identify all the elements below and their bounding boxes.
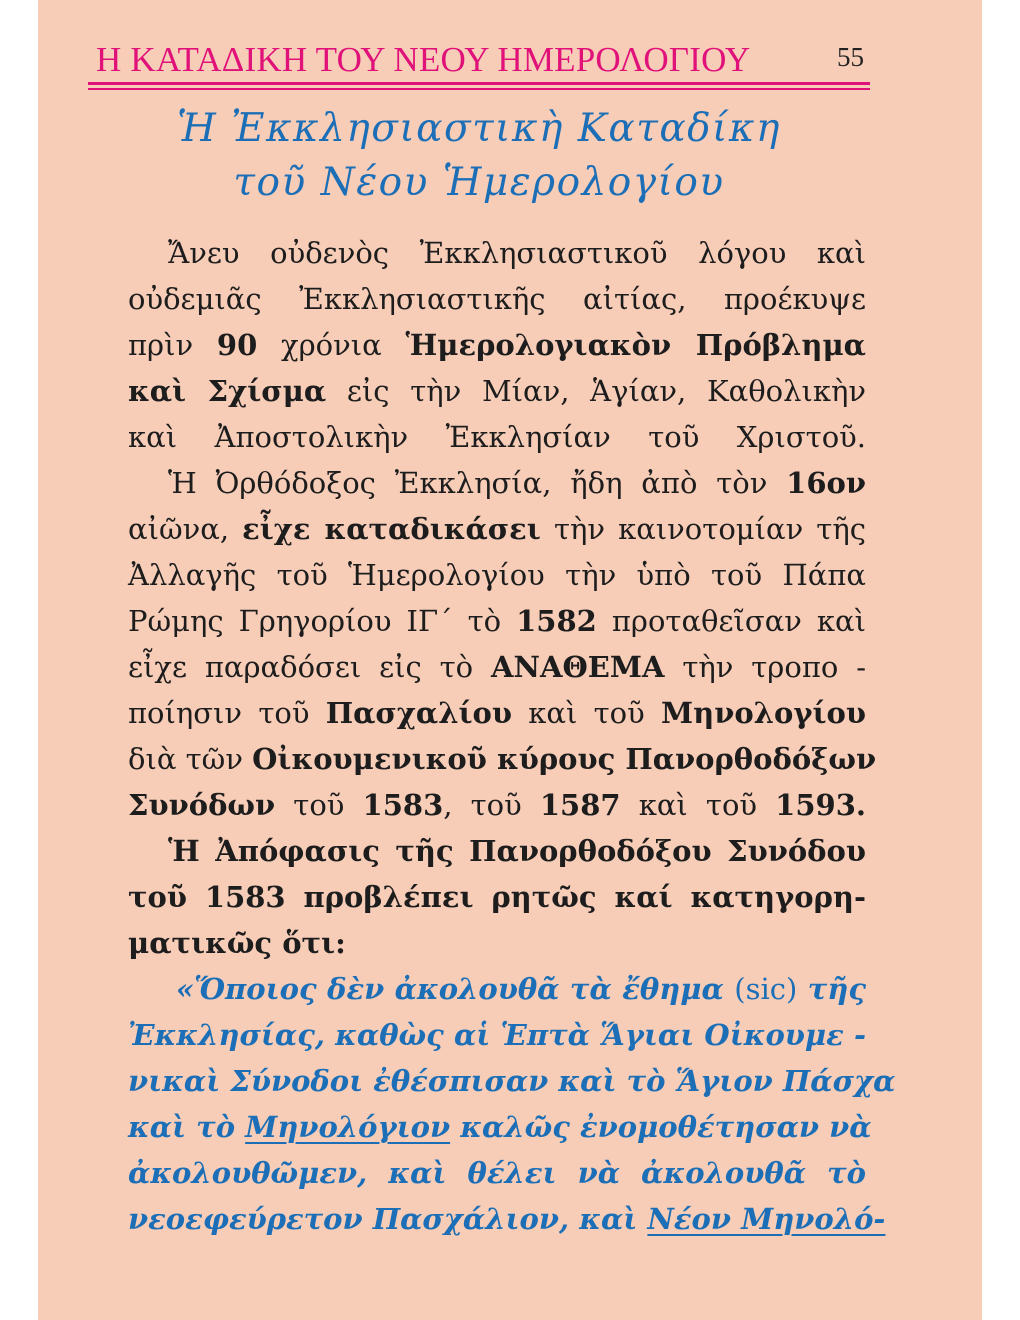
text-line: Ἀλλαγῆς τοῦ Ἡμερολογίου τὴν ὑπὸ τοῦ Πάπα (128, 558, 866, 592)
text-line: Ἡ Ὀρθόδοξος Ἐκκλησία, ἤδη ἀπὸ τὸν 16ον (168, 466, 866, 500)
text-line: εἶχε παραδόσει εἰς τὸ ΑΝΑΘΕΜΑ τὴν τροπο - (128, 650, 867, 684)
text-line: διὰ τῶν Οἰκουμενικοῦ κύρους Πανορθοδόξων (128, 742, 877, 776)
underlined-term: Νέον Μηνολό- (647, 1202, 886, 1236)
text-line: αἰῶνα, εἶχε καταδικάσει τὴν καινοτομίαν τῆς (128, 512, 866, 546)
underlined-term: Μηνολόγιον (245, 1110, 451, 1144)
header-rule-top (88, 82, 870, 85)
quote-line: Ἐκκλησίας, καθὼς αἱ Ἑπτὰ Ἅγιαι Οἰκουμε - (128, 1018, 866, 1052)
header-title: Η ΚΑΤΑΔΙΚΗ ΤΟΥ ΝΕΟΥ ΗΜΕΡΟΛΟΓΙΟΥ (96, 40, 751, 79)
text-line: τοῦ 1583 προβλέπει ρητῶς καί κατηγορη- (128, 880, 866, 914)
text-line: καὶ Ἀποστολικὴν Ἐκκλησίαν τοῦ Χριστοῦ. (128, 420, 866, 454)
text-line: Ἄνευ οὐδενὸς Ἐκκλησιαστικοῦ λόγου καὶ (168, 236, 866, 270)
text-line: Ρώμης Γρηγορίου ΙΓ΄ τὸ 1582 προταθεῖσαν καὶ (128, 604, 866, 638)
chapter-title-line-1: Ἡ Ἐκκλησιαστικὴ Καταδίκη (177, 106, 781, 151)
text-line: καὶ Σχίσμα εἰς τὴν Μίαν, Ἁγίαν, Καθολικὴν (128, 374, 866, 408)
chapter-title-line-2: τοῦ Νέου Ἡμερολογίου (233, 160, 725, 205)
header-rule-bottom (88, 88, 870, 90)
page-number: 55 (837, 42, 864, 72)
quote-line: «Ὅποιος δὲν ἀκολουθᾶ τὰ ἔθημα (sic) τῆς (176, 972, 866, 1006)
text-line: ποίησιν τοῦ Πασχαλίου καὶ τοῦ Μηνολογίου (128, 696, 866, 730)
text-line: Ἡ Ἀπόφασις τῆς Πανορθοδόξου Συνόδου (168, 834, 866, 868)
quote-line: νικαὶ Σύνοδοι ἐθέσπισαν καὶ τὸ Ἅγιον Πάσχα (128, 1064, 896, 1098)
text-line: Συνόδων τοῦ 1583, τοῦ 1587 καὶ τοῦ 1593. (128, 788, 866, 822)
running-header (90, 36, 868, 82)
text-line: οὐδεμιᾶς Ἐκκλησιαστικῆς αἰτίας, προέκυψε (128, 282, 866, 316)
quote-line: νεοεφεύρετον Πασχάλιον, καὶ Νέον Μηνολό- (128, 1202, 886, 1236)
quote-line: καὶ τὸ Μηνολόγιον καλῶς ἐνομοθέτησαν νὰ (128, 1110, 872, 1144)
text-line: πρὶν 90 χρόνια Ἡμερολογιακὸν Πρόβλημα (128, 328, 867, 362)
text-line: ματικῶς ὅτι: (128, 926, 346, 960)
quote-line: ἀκολουθῶμεν, καὶ θέλει νὰ ἀκολουθᾶ τὸ (128, 1156, 866, 1190)
